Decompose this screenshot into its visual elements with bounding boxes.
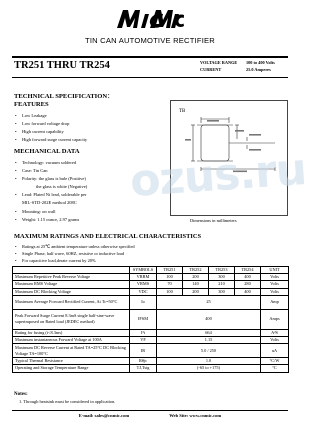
- mechanical-heading: MECHANICAL DATA: [14, 148, 80, 155]
- current-label: CURRENT: [200, 66, 222, 72]
- table-cell: I²t: [130, 329, 157, 336]
- table-cell: Maximum Average Forward Rectified Current, At Tc=50°C: [13, 295, 130, 309]
- divider: [12, 410, 288, 411]
- table-cell: Volts: [261, 274, 289, 281]
- list-item: MIL-STD-202E method 208C: [22, 200, 77, 206]
- table-cell: 70: [157, 281, 183, 288]
- voltage-value: 100 to 400 Volts: [246, 60, 275, 65]
- watermark: ozus.ru: [128, 143, 308, 208]
- company-logo: [115, 6, 185, 32]
- list-item: the glass is white (Negative): [36, 184, 88, 190]
- table-cell: 1.0: [157, 358, 261, 365]
- features-list: [14, 112, 87, 144]
- table-cell: 100: [157, 274, 183, 281]
- list-item: • Low forward voltage drop: [14, 120, 87, 128]
- part-number-title: TR251 THRU TR254: [14, 60, 110, 71]
- column-header: TR252: [183, 267, 209, 274]
- ratings-heading: MAXIMUM RATINGS AND ELECTRICAL CHARACTERISTICS: [14, 233, 202, 240]
- ratings-conditions: [14, 244, 135, 264]
- document-subtitle: TIN CAN AUTOMOTIVE RECTIFIER: [85, 36, 215, 45]
- table-row: [13, 295, 289, 309]
- table-cell: Volts: [261, 336, 289, 343]
- table-row: [13, 329, 289, 336]
- table-cell: VRRM: [130, 274, 157, 281]
- table-cell: 140: [183, 281, 209, 288]
- table-cell: A²S: [261, 329, 289, 336]
- outline-drawing: [171, 101, 289, 217]
- table-cell: Amp: [261, 295, 289, 309]
- table-cell: Peak Forward Surge Current 8.3mS single half-sine-wave superimposed on Rated load (JEDEC method): [13, 309, 130, 329]
- table-cell: uA: [261, 344, 289, 358]
- website-link[interactable]: Web Site: www.cnmic.com: [169, 413, 222, 418]
- note-item: 1. Through heatsink must be considered in application.: [19, 398, 116, 404]
- column-header: SYMBOLS: [130, 267, 157, 274]
- list-item: • For capacitive load,derate current by 20%: [14, 258, 135, 265]
- table-cell: 200: [183, 288, 209, 295]
- table-row: [13, 365, 289, 372]
- list-item: • High forward surge current capacity: [14, 136, 87, 144]
- table-cell: 5.0 / 250: [157, 344, 261, 358]
- list-item: • Single Phase, half wave, 60HZ, resistive or inductive load: [14, 251, 135, 258]
- list-item: • Case: Tin Can: [14, 167, 87, 175]
- table-cell: Maximum Repetitive Peak Reverse Voltage: [13, 274, 130, 281]
- list-item: • Ratings at 25℃ ambient temperature unless otherwise specified: [14, 244, 135, 251]
- list-item: • Weight: 1.15 ounce, 2.97 grams: [14, 216, 87, 224]
- table-cell: 400: [235, 288, 261, 295]
- features-heading: FEATURES: [14, 101, 49, 108]
- table-cell: VF: [130, 336, 157, 343]
- list-item: • Mounting: on wall: [14, 208, 87, 216]
- table-cell: Typical Thermal Resistance: [13, 358, 130, 365]
- email-link[interactable]: E-mail: sales@cnmic.com: [78, 413, 130, 418]
- table-cell: Maximum DC Reverse Current at Rated TA=25°C DC Blocking Voltage TA=100°C: [13, 344, 130, 358]
- table-cell: 25: [157, 295, 261, 309]
- list-item: • Low Leakage: [14, 112, 87, 120]
- column-header: TR254: [235, 267, 261, 274]
- notes-heading: Notes:: [14, 392, 28, 397]
- table-cell: 300: [209, 288, 235, 295]
- column-header: [13, 267, 130, 274]
- table-row: [13, 309, 289, 329]
- table-cell: IR: [130, 344, 157, 358]
- table-cell: 400: [157, 309, 261, 329]
- diagram-caption: Dimensions in millimeters: [190, 218, 237, 223]
- table-cell: Maximum RMS Voltage: [13, 281, 130, 288]
- table-cell: 664: [157, 329, 261, 336]
- table-cell: 100: [157, 288, 183, 295]
- technical-heading: TECHNICAL SPECIFICATION：: [14, 93, 114, 100]
- table-body: [13, 274, 289, 372]
- table-cell: Amps: [261, 309, 289, 329]
- table-cell: Maximum DC Blocking Voltage: [13, 288, 130, 295]
- table-row: [13, 274, 289, 281]
- table-cell: IFSM: [130, 309, 157, 329]
- table-row: [13, 288, 289, 295]
- footer: [0, 413, 300, 418]
- table-cell: °C/W: [261, 358, 289, 365]
- table-cell: Operating and Storage Temperature Range: [13, 365, 130, 372]
- table-cell: 300: [209, 274, 235, 281]
- table-cell: 280: [235, 281, 261, 288]
- table-row: [13, 358, 289, 365]
- column-header: TR251: [157, 267, 183, 274]
- table-cell: Maximum instantaneous Forward Voltage at 100A: [13, 336, 130, 343]
- list-item: • Polarity: the glass is bule (Positive): [14, 175, 87, 183]
- voltage-label: VOLTAGE RANGE: [200, 60, 238, 65]
- diagram-label: TB: [179, 109, 186, 114]
- table-cell: 210: [209, 281, 235, 288]
- divider: [12, 77, 288, 78]
- table-cell: Volts: [261, 288, 289, 295]
- table-cell: °C: [261, 365, 289, 372]
- mechanical-list: [14, 159, 87, 224]
- table-cell: TJ,Tstg: [130, 365, 157, 372]
- column-header: TR253: [209, 267, 235, 274]
- rating-summary: [200, 60, 275, 74]
- list-item: • Technology: vacuum soldered: [14, 159, 87, 167]
- table-cell: Io: [130, 295, 157, 309]
- table-cell: Rθjc: [130, 358, 157, 365]
- characteristics-table: [12, 266, 289, 373]
- column-header: UNIT: [261, 267, 289, 274]
- table-cell: 200: [183, 274, 209, 281]
- table-cell: Rating for fusing (t<8.3ms): [13, 329, 130, 336]
- table-cell: 1.15: [157, 336, 261, 343]
- table-cell: (-65 to +175): [157, 365, 261, 372]
- table-row: [13, 281, 289, 288]
- table-cell: 400: [235, 274, 261, 281]
- table-row: [13, 344, 289, 358]
- list-item: • Lead: Plated Ni lead, solderable per: [14, 191, 87, 199]
- list-item: • High current capability: [14, 128, 87, 136]
- notes: [14, 392, 115, 405]
- table-cell: VRMS: [130, 281, 157, 288]
- divider: [12, 56, 288, 58]
- current-value: 25.0 Amperes: [246, 66, 271, 72]
- table-row: [13, 336, 289, 343]
- table-header-row: [13, 267, 289, 274]
- package-outline-diagram: [170, 100, 288, 216]
- table-cell: VDC: [130, 288, 157, 295]
- table-cell: Volts: [261, 281, 289, 288]
